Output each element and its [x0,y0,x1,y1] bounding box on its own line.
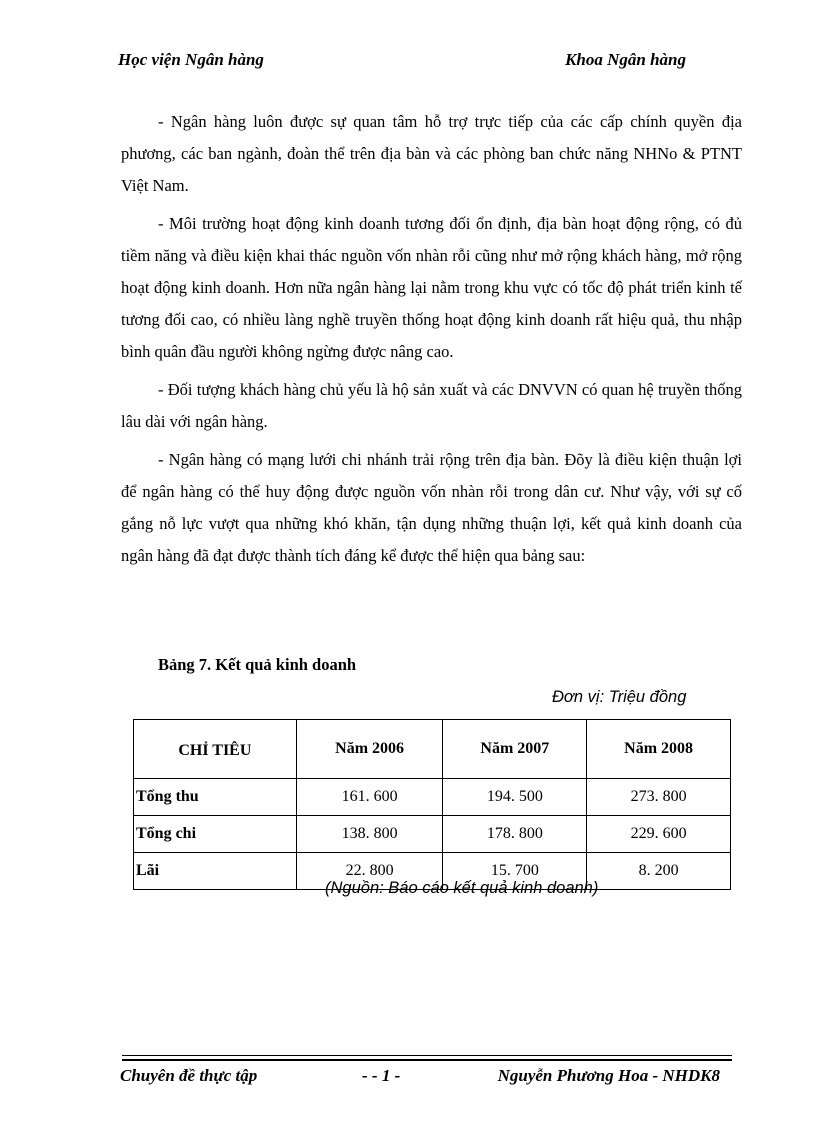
table-source: (Nguồn: Báo cáo kết quả kinh doanh) [325,879,599,897]
footer-report-type: Chuyên đề thực tập [120,1066,258,1085]
table-cell: 273. 800 [587,779,731,816]
header-cell-2007: Năm 2007 [443,720,587,779]
header-cell-2008: Năm 2008 [587,720,731,779]
page-header [118,50,686,76]
paragraph: - Ngân hàng luôn được sự quan tâm hỗ trợ trực tiếp của các cấp chính quyền địa phương, các ban ngành, đoàn thể trên địa bàn và các phòng ban chức năng NHNo & PTNT Việt Nam. [121,112,742,195]
row-label: Tổng chi [134,816,297,853]
footer-divider [122,1059,732,1061]
paragraph: - Đối tượng khách hàng chủ yếu là hộ sản xuất và các DNVVN có quan hệ truyền thống lâu dài với ngân hàng. [121,380,742,431]
header-faculty: Khoa Ngân hàng [565,50,686,69]
body-text [121,106,742,578]
table-header-row [134,720,731,779]
table-caption: Bảng 7. Kết quả kinh doanh [158,655,357,674]
row-label: Lãi [134,853,297,890]
row-label: Tổng thu [134,779,297,816]
table-cell: 229. 600 [587,816,731,853]
table-cell: 161. 600 [296,779,443,816]
header-cell-indicator: CHỈ TIÊU [134,720,297,779]
table-cell: 178. 800 [443,816,587,853]
footer-author: Nguyễn Phương Hoa - NHDK8 [497,1066,720,1085]
business-results-table [133,719,731,890]
paragraph: - Ngân hàng có mạng lưới chi nhánh trải rộng trên địa bàn. Đõy là điều kiện thuận lợi để ngân hàng có thể huy động được nguồn vốn nhàn rỗi trong dân cư. Như vậy, với sự cố gắng nỗ lực vượt qua những khó khăn, tận dụng những thuận lợi, kết quả kinh doanh của ngân hàng đã đạt được thành tích đáng kể được thể hiện qua bảng sau: [121,450,742,565]
table-unit: Đơn vị: Triệu đồng [552,688,687,706]
page-footer [120,1066,720,1090]
footer-divider [122,1055,732,1056]
table-cell: 8. 200 [587,853,731,890]
page-number: - - 1 - [362,1066,401,1085]
header-institution: Học viện Ngân hàng [118,50,264,69]
table-cell: 22. 800 [296,853,443,890]
table-cell: 138. 800 [296,816,443,853]
paragraph: - Môi trường hoạt động kinh doanh tương đối ổn định, địa bàn hoạt động rộng, có đủ tiềm năng và điều kiện khai thác nguồn vốn nhàn rỗi cũng như mở rộng khách hàng, mở rộng hoạt động kinh doanh. Hơn nữa ngân hàng lại nằm trong khu vực có tốc độ phát triển kinh tế tương đối cao, có nhiều làng nghề truyền thống hoạt động kinh doanh rất hiệu quả, thu nhập bình quân đầu người không ngừng được nâng cao. [121,214,742,361]
table-row [134,816,731,853]
table-cell: 194. 500 [443,779,587,816]
header-cell-2006: Năm 2006 [296,720,443,779]
table-row [134,779,731,816]
table-cell: 15. 700 [443,853,587,890]
